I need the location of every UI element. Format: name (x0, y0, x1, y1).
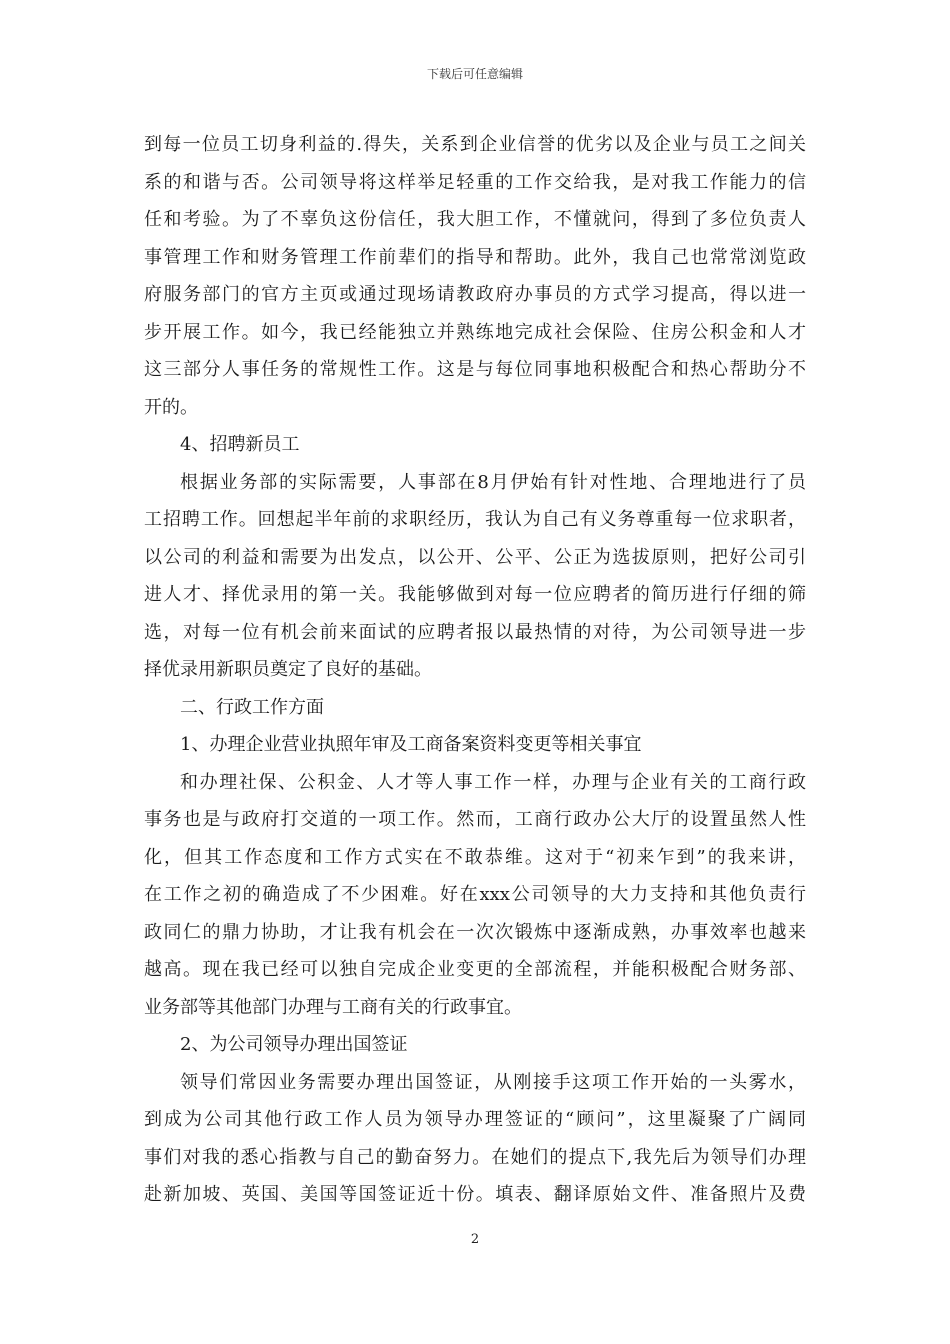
text-line: 事们对我的悉心指教与自己的勤奋努力。在她们的提点下,我先后为领导们办理 (144, 1146, 806, 1168)
page-header: 下载后可任意编辑 (426, 67, 523, 81)
text-line: 进人才、择优录用的第一关。我能够做到对每一位应聘者的简历进行仔细的筛 (144, 584, 806, 605)
text-line: 在工作之初的确造成了不少困难。好在xxx公司领导的大力支持和其他负责行 (144, 884, 806, 905)
page-number: 2 (470, 1232, 480, 1247)
text-line: 步开展工作。如今，我已经能独立并熟练地完成社会保险、住房公积金和人才 (144, 321, 806, 343)
text-line: 选，对每一位有机会前来面试的应聘者报以最热情的对待，为公司领导进一步 (144, 621, 806, 643)
text-line: 择优录用新职员奠定了良好的基础。 (144, 659, 432, 680)
section-heading: 1、办理企业营业执照年审及工商备案资料变更等相关事宜 (180, 734, 642, 755)
text-line: 和办理社保、公积金、人才等人事工作一样，办理与企业有关的工商行政 (180, 771, 806, 793)
text-line: 工招聘工作。回想起半年前的求职经历，我认为自己有义务尊重每一位求职者， (144, 509, 806, 530)
section-heading: 2、为公司领导办理出国签证 (180, 1034, 408, 1055)
text-line: 到每一位员工切身利益的.得失，关系到企业信誉的优劣以及企业与员工之间关 (144, 134, 806, 155)
text-line: 以公司的利益和需要为出发点，以公开、公平、公正为选拔原则，把好公司引 (144, 546, 806, 568)
text-line: 化，但其工作态度和工作方式实在不敢恭维。这对于“初来乍到”的我来讲， (144, 846, 806, 868)
text-line: 领导们常因业务需要办理出国签证，从刚接手这项工作开始的一头雾水， (180, 1071, 806, 1093)
text-line: 任和考验。为了不辜负这份信任，我大胆工作，不懂就问，得到了多位负责人 (144, 209, 806, 230)
document-body (144, 126, 806, 1214)
text-line: 赴新加坡、英国、美国等国签证近十份。填表、翻译原始文件、准备照片及费 (144, 1184, 806, 1205)
text-line: 事管理工作和财务管理工作前辈们的指导和帮助。此外，我自己也常常浏览政 (144, 246, 806, 268)
text-line: 业务部等其他部门办理与工商有关的行政事宜。 (144, 996, 522, 1018)
text-line: 根据业务部的实际需要，人事部在8月伊始有针对性地、合理地进行了员 (180, 471, 806, 493)
section-heading: 4、招聘新员工 (180, 434, 300, 455)
text-line: 开的。 (144, 396, 198, 418)
section-heading: 二、行政工作方面 (180, 696, 324, 718)
text-line: 政同仁的鼎力协助，才让我有机会在一次次锻炼中逐渐成熟，办事效率也越来 (144, 921, 806, 943)
text-line: 越高。现在我已经可以独自完成企业变更的全部流程，并能积极配合财务部、 (144, 959, 806, 980)
text-line: 府服务部门的官方主页或通过现场请教政府办事员的方式学习提高，得以进一 (144, 284, 806, 305)
text-line: 到成为公司其他行政工作人员为领导办理签证的“顾问”，这里凝聚了广阔同 (144, 1109, 806, 1130)
text-line: 事务也是与政府打交道的一项工作。然而，工商行政办公大厅的设置虽然人性 (144, 809, 806, 830)
text-line: 这三部分人事任务的常规性工作。这是与每位同事地积极配合和热心帮助分不 (144, 359, 806, 380)
text-line: 系的和谐与否。公司领导将这样举足轻重的工作交给我，是对我工作能力的信 (144, 171, 806, 193)
